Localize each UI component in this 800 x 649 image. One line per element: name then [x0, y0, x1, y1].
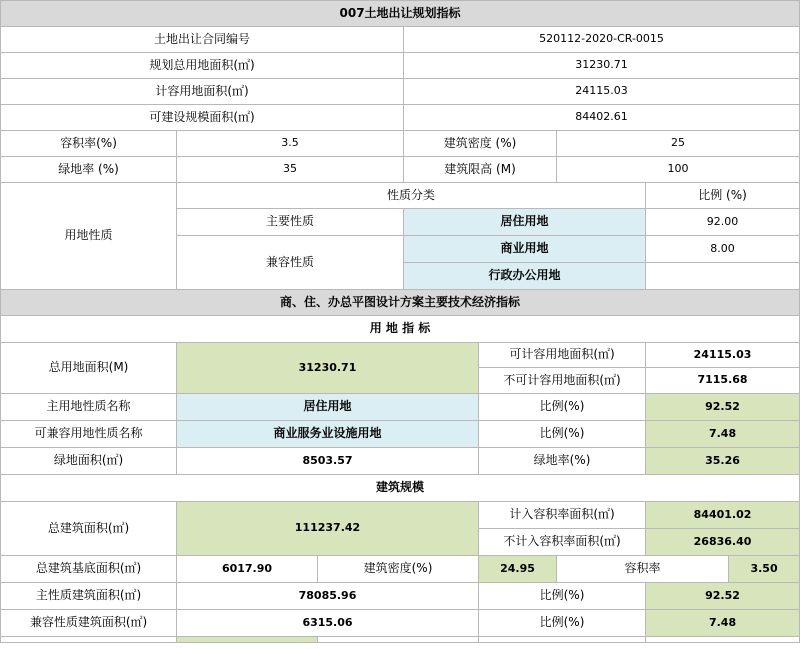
ratio-header[interactable]: 比例 (%): [646, 183, 800, 209]
s2-far-label[interactable]: 容积率: [557, 556, 729, 583]
s2-main-ratio-value[interactable]: 92.52: [646, 394, 800, 421]
compat-nature-ratio[interactable]: 8.00: [646, 236, 800, 263]
s2-compat-gfa-label[interactable]: 兼容性质建筑面积(㎡): [1, 610, 177, 637]
partial-row-cell: [646, 637, 800, 643]
s2-total-area-value[interactable]: 31230.71: [177, 343, 479, 394]
compat-nature-type-2[interactable]: 行政办公用地: [404, 263, 646, 290]
compat-nature-label[interactable]: 兼容性质: [177, 236, 404, 290]
main-nature-type[interactable]: 居住用地: [404, 209, 646, 236]
s2-far-area-label[interactable]: 可计容用地面积(㎡): [479, 343, 646, 368]
s2-main-name-value[interactable]: 居住用地: [177, 394, 479, 421]
s2-nonfar-gfa-label[interactable]: 不计入容积率面积(㎡): [479, 529, 646, 556]
s2-density-value[interactable]: 24.95: [479, 556, 557, 583]
main-nature-label[interactable]: 主要性质: [177, 209, 404, 236]
s2-nonfar-area-label[interactable]: 不可计容用地面积(㎡): [479, 368, 646, 394]
density-label[interactable]: 建筑密度 (%): [404, 131, 557, 157]
empty-cell[interactable]: [646, 263, 800, 290]
contract-no-value[interactable]: 520112-2020-CR-0015: [404, 27, 800, 53]
s2-compat-gfa-value[interactable]: 6315.06: [177, 610, 479, 637]
compat-nature-type-1[interactable]: 商业用地: [404, 236, 646, 263]
height-label[interactable]: 建筑限高 (M): [404, 157, 557, 183]
s2-compat-name-value[interactable]: 商业服务业设施用地: [177, 421, 479, 448]
s2-nonfar-area-value[interactable]: 7115.68: [646, 368, 800, 394]
build-scale-value[interactable]: 84402.61: [404, 105, 800, 131]
s2-gfa-value[interactable]: 111237.42: [177, 502, 479, 556]
s2-main-name-label[interactable]: 主用地性质名称: [1, 394, 177, 421]
s2-compat-gfa-ratio-value[interactable]: 7.48: [646, 610, 800, 637]
total-area-value[interactable]: 31230.71: [404, 53, 800, 79]
far-label[interactable]: 容积率(%): [1, 131, 177, 157]
s2-main-gfa-ratio-label[interactable]: 比例(%): [479, 583, 646, 610]
density-value[interactable]: 25: [557, 131, 800, 157]
s2-main-ratio-label[interactable]: 比例(%): [479, 394, 646, 421]
s2-green-rate-value[interactable]: 35.26: [646, 448, 800, 475]
partial-row-cell: [318, 637, 479, 643]
far-area-value[interactable]: 24115.03: [404, 79, 800, 105]
green-value[interactable]: 35: [177, 157, 404, 183]
s2-green-area-value[interactable]: 8503.57: [177, 448, 479, 475]
s2-gfa-label[interactable]: 总建筑面积(㎡): [1, 502, 177, 556]
s2-main-gfa-ratio-value[interactable]: 92.52: [646, 583, 800, 610]
s2-nonfar-gfa-value[interactable]: 26836.40: [646, 529, 800, 556]
s2-density-label[interactable]: 建筑密度(%): [318, 556, 479, 583]
partial-row-cell: [1, 637, 177, 643]
contract-no-label[interactable]: 土地出让合同编号: [1, 27, 404, 53]
section2-title[interactable]: 商、住、办总平图设计方案主要技术经济指标: [1, 290, 800, 316]
main-nature-ratio[interactable]: 92.00: [646, 209, 800, 236]
s2-base-area-value[interactable]: 6017.90: [177, 556, 318, 583]
landuse-label[interactable]: 用地性质: [1, 183, 177, 290]
s2-main-gfa-value[interactable]: 78085.96: [177, 583, 479, 610]
s2-main-gfa-label[interactable]: 主性质建筑面积(㎡): [1, 583, 177, 610]
build-scale-label[interactable]: 可建设规模面积(㎡): [1, 105, 404, 131]
s2-base-area-label[interactable]: 总建筑基底面积(㎡): [1, 556, 177, 583]
far-area-label[interactable]: 计容用地面积(㎡): [1, 79, 404, 105]
green-label[interactable]: 绿地率 (%): [1, 157, 177, 183]
partial-row-cell: [479, 637, 646, 643]
s2-far-gfa-label[interactable]: 计入容积率面积(㎡): [479, 502, 646, 529]
s2-compat-gfa-ratio-label[interactable]: 比例(%): [479, 610, 646, 637]
s2-far-value[interactable]: 3.50: [729, 556, 800, 583]
s2-compat-name-label[interactable]: 可兼容用地性质名称: [1, 421, 177, 448]
s2-green-rate-label[interactable]: 绿地率(%): [479, 448, 646, 475]
s2-compat-ratio-label[interactable]: 比例(%): [479, 421, 646, 448]
s2-compat-ratio-value[interactable]: 7.48: [646, 421, 800, 448]
s2-far-area-value[interactable]: 24115.03: [646, 343, 800, 368]
section1-title[interactable]: 007土地出让规划指标: [1, 1, 800, 27]
s2-far-gfa-value[interactable]: 84401.02: [646, 502, 800, 529]
partial-row-cell: [177, 637, 318, 643]
total-area-label[interactable]: 规划总用地面积(㎡): [1, 53, 404, 79]
s2-green-area-label[interactable]: 绿地面积(㎡): [1, 448, 177, 475]
far-value[interactable]: 3.5: [177, 131, 404, 157]
build-scale-title[interactable]: 建筑规模: [1, 475, 800, 502]
height-value[interactable]: 100: [557, 157, 800, 183]
s2-total-area-label[interactable]: 总用地面积(M): [1, 343, 177, 394]
class-header[interactable]: 性质分类: [177, 183, 646, 209]
land-indicators-title[interactable]: 用 地 指 标: [1, 316, 800, 343]
